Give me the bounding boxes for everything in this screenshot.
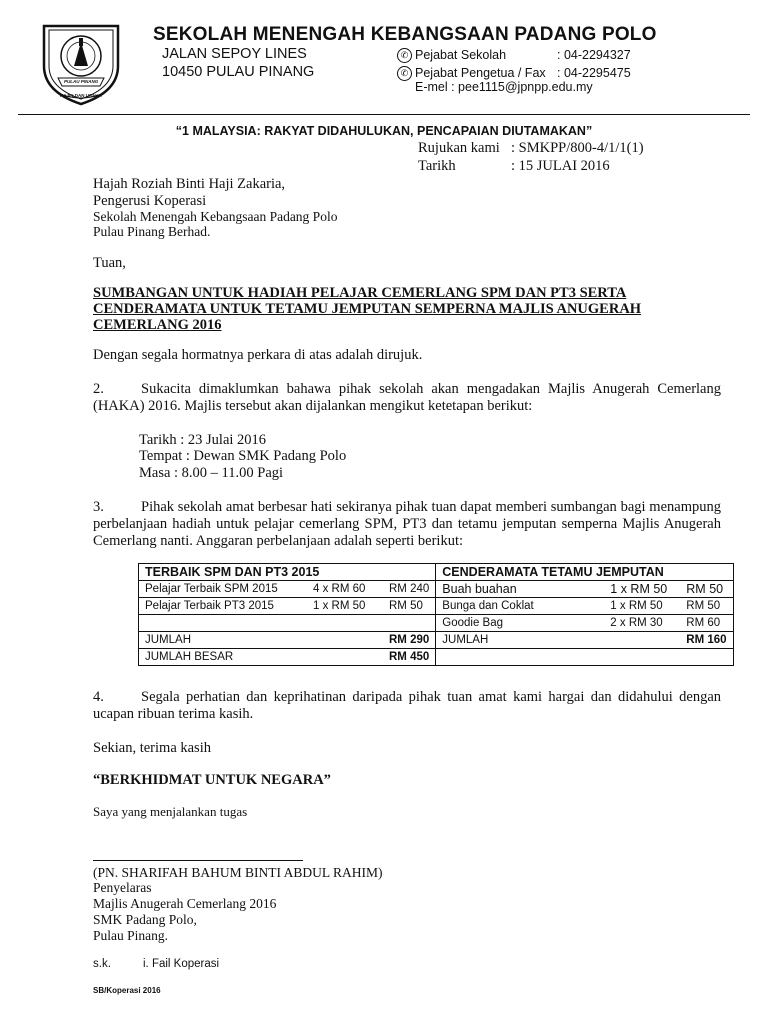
- table-row: [436, 598, 733, 615]
- budget-amount: RM 50: [686, 582, 724, 596]
- budget-qty: 1 x RM 50: [610, 600, 663, 612]
- budget-amount: RM 240: [389, 583, 430, 595]
- address-line2: 10450 PULAU PINANG: [162, 64, 315, 80]
- office-phone: : 04-2294327: [557, 48, 631, 62]
- national-slogan: “1 MALAYSIA: RAKYAT DIDAHULUKAN, PENCAPAIAN DIUTAMAKAN”: [175, 124, 593, 138]
- school-crest: [36, 20, 126, 108]
- table-row: [436, 615, 733, 632]
- table-row: [139, 581, 436, 598]
- budget-item: Pelajar Terbaik PT3 2015: [145, 600, 274, 612]
- signatory-org: SMK Padang Polo,: [93, 912, 197, 927]
- budget-item: Goodie Bag: [442, 617, 504, 629]
- address-line1: JALAN SEPOY LINES: [162, 46, 307, 62]
- paragraph-4-number: 4.: [93, 689, 104, 705]
- crest-banner-text: PULAU PINANG: [64, 79, 99, 84]
- left-table-header: TERBAIK SPM DAN PT3 2015: [139, 564, 436, 581]
- phone-icon: ✆: [397, 66, 412, 81]
- grand-total-label: JUMLAH BESAR: [145, 651, 234, 663]
- paragraph-2: Sukacita dimaklumkan bahawa pihak sekolah akan mengadakan Majlis Anugerah Cemerlang (HAKA) 2016. Majlis tersebut akan dijalankan mengikut ketetapan berikut:: [93, 381, 721, 414]
- table-row: [139, 649, 436, 666]
- budget-qty: 1 x RM 50: [313, 600, 366, 612]
- salutation: Tuan,: [93, 255, 126, 271]
- phone-icon: ✆: [397, 48, 412, 63]
- budget-qty: 1 x RM 50: [610, 582, 668, 596]
- table-row: [436, 632, 733, 649]
- letter-subject: SUMBANGAN UNTUK HADIAH PELAJAR CEMERLANG SPM DAN PT3 SERTA CENDERAMATA UNTUK TETAMU JEMPUTAN SEMPERNA MAJLIS ANUGERAH CEMERLANG 2016: [93, 285, 642, 333]
- recipient-title: Pengerusi Koperasi: [93, 193, 207, 209]
- budget-table: [138, 563, 734, 666]
- cc-value: i. Fail Koperasi: [143, 958, 220, 970]
- principal-label: Pejabat Pengetua / Fax: [415, 66, 546, 80]
- grand-total: RM 450: [389, 651, 430, 663]
- right-total-label: JUMLAH: [442, 634, 489, 646]
- budget-amount: RM 50: [686, 600, 721, 612]
- left-total: RM 290: [389, 634, 430, 646]
- recipient-org: Sekolah Menengah Kebangsaan Padang Polo: [93, 209, 338, 224]
- letterhead-divider: [18, 114, 750, 115]
- signatory-event: Majlis Anugerah Cemerlang 2016: [93, 896, 277, 911]
- paragraph-3-number: 3.: [93, 499, 104, 515]
- service-motto: “BERKHIDMAT UNTUK NEGARA”: [93, 772, 331, 788]
- left-total-label: JUMLAH: [145, 634, 192, 646]
- principal-phone: : 04-2295475: [557, 66, 631, 80]
- event-venue: Tempat : Dewan SMK Padang Polo: [139, 448, 347, 464]
- signature-line: [93, 860, 303, 861]
- budget-item: Bunga dan Coklat: [442, 600, 534, 612]
- budget-qty: 4 x RM 60: [313, 583, 366, 595]
- footer-file-code: SB/Koperasi 2016: [93, 986, 161, 995]
- budget-item: Buah buahan: [442, 582, 517, 596]
- office-label: Pejabat Sekolah: [415, 48, 507, 62]
- ref-label: Rujukan kami: [418, 140, 500, 156]
- recipient-name: Hajah Roziah Binti Haji Zakaria,: [93, 176, 286, 192]
- table-row: [139, 598, 436, 615]
- signatory-name: (PN. SHARIFAH BAHUM BINTI ABDUL RAHIM): [93, 865, 383, 880]
- budget-qty: 2 x RM 30: [610, 617, 663, 629]
- paragraph-3: Pihak sekolah amat berbesar hati sekiranya pihak tuan dapat memberi sumbangan bagi menampung perbelanjaan hadiah untuk pelajar cemerlang SPM, PT3 dan tetamu jemputan semperna Majlis Anugerah Cemerlang nanti. Anggaran perbelanjaan adalah seperti berikut:: [93, 499, 721, 549]
- closing: Sekian, terima kasih: [93, 740, 211, 756]
- recipient-place: Pulau Pinang Berhad.: [93, 224, 211, 239]
- event-time: Masa : 8.00 – 11.00 Pagi: [139, 465, 284, 481]
- event-date: Tarikh : 23 Julai 2016: [139, 432, 267, 448]
- date-label: Tarikh: [418, 158, 456, 174]
- right-total: RM 160: [686, 634, 727, 646]
- table-row: [139, 632, 436, 649]
- crest-motto-text: RAJIN DAN USAHA: [60, 93, 102, 98]
- budget-amount: RM 50: [389, 600, 423, 612]
- signoff: Saya yang menjalankan tugas: [93, 804, 248, 819]
- table-row: [139, 615, 436, 632]
- signatory-place: Pulau Pinang.: [93, 928, 169, 943]
- paragraph-4: Segala perhatian dan keprihatinan daripada pihak tuan amat kami hargai dan didahului dengan ucapan ribuan terima kasih.: [93, 689, 721, 722]
- date-value: : 15 JULAI 2016: [511, 158, 610, 174]
- budget-item: Pelajar Terbaik SPM 2015: [145, 583, 278, 595]
- paragraph-2-number: 2.: [93, 381, 104, 397]
- budget-amount: RM 60: [686, 617, 721, 629]
- school-name: SEKOLAH MENENGAH KEBANGSAAN PADANG POLO: [153, 24, 657, 45]
- school-email: E-mel : pee1115@jpnpp.edu.my: [415, 80, 593, 94]
- ref-value: : SMKPP/800-4/1/1(1): [511, 140, 644, 156]
- cc-label: s.k.: [93, 958, 111, 970]
- signatory-role: Penyelaras: [93, 880, 152, 895]
- table-row: [436, 581, 733, 598]
- right-table-header: CENDERAMATA TETAMU JEMPUTAN: [436, 564, 733, 581]
- paragraph-1: Dengan segala hormatnya perkara di atas adalah dirujuk.: [93, 347, 423, 363]
